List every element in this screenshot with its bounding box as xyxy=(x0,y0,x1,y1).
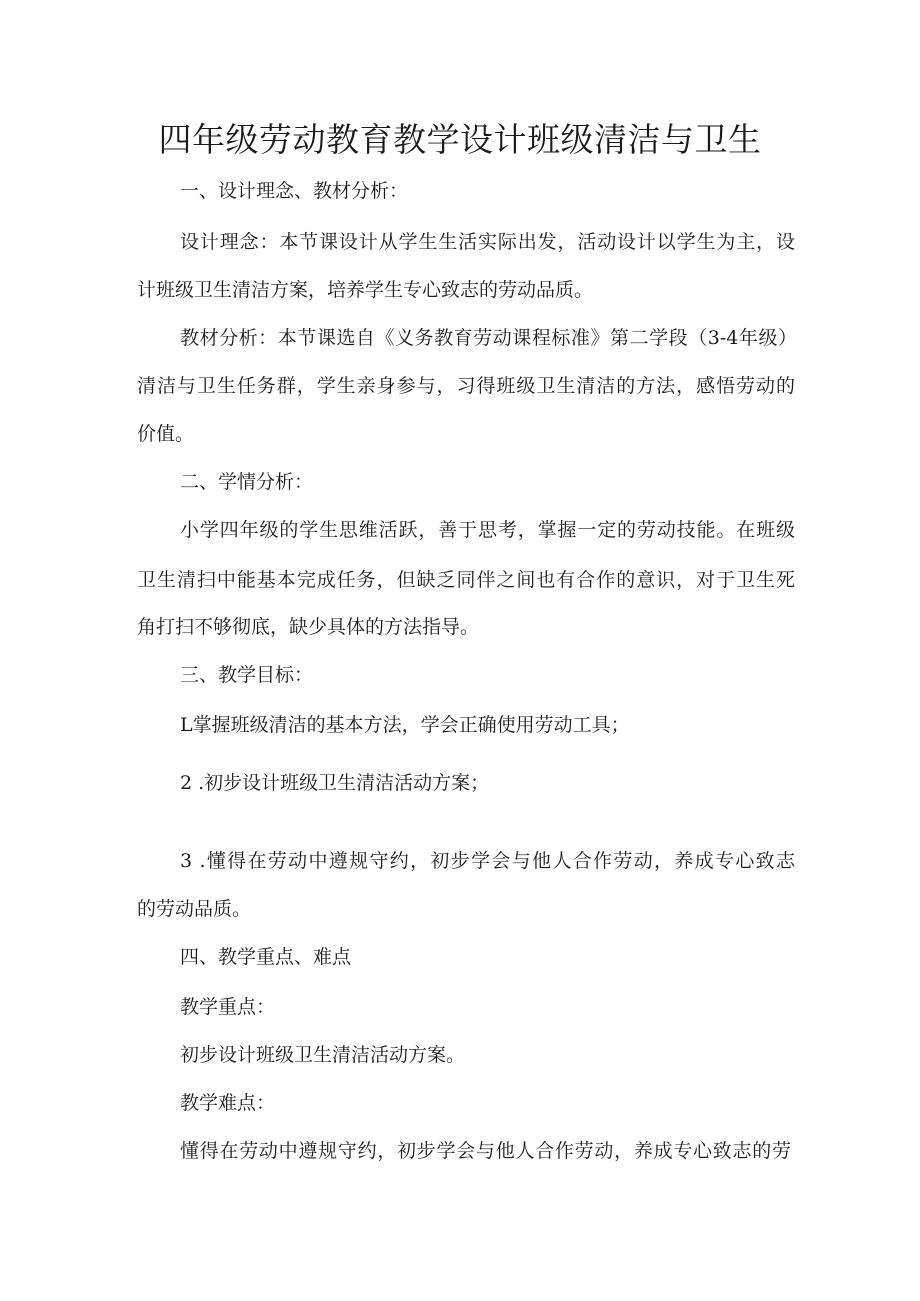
paragraph-material-line-1: 教材分析：本节课选自《义务教育劳动课程标准》第二学段（3-4年级） xyxy=(180,327,797,349)
goal-item-1: L掌握班级清洁的基本方法，学会正确使用劳动工具； xyxy=(180,714,630,736)
section-heading-3: 三、教学目标： xyxy=(180,664,314,686)
paragraph-learner-line-1: 小学四年级的学生思维活跃，善于思考，掌握一定的劳动技能。在班级 xyxy=(180,519,795,541)
paragraph-material-line-2: 清洁与卫生任务群，学生亲身参与，习得班级卫生清洁的方法，感悟劳动的 xyxy=(137,375,795,397)
paragraph-material-line-3: 价值。 xyxy=(137,423,195,445)
paragraph-design-concept-line-1: 设计理念：本节课设计从学生生活实际出发，活动设计以学生为主，设 xyxy=(180,231,795,253)
paragraph-learner-line-3: 角打扫不够彻底，缺少具体的方法指导。 xyxy=(137,616,480,638)
key-point-text: 初步设计班级卫生清洁活动方案。 xyxy=(180,1044,466,1066)
document-title: 四年级劳动教育教学设计班级清洁与卫生 xyxy=(158,120,762,159)
key-point-heading: 教学重点： xyxy=(180,996,276,1018)
paragraph-learner-line-2: 卫生清扫中能基本完成任务，但缺乏同伴之间也有合作的意识，对于卫生死 xyxy=(137,569,795,591)
paragraph-design-concept-line-2: 计班级卫生清洁方案，培养学生专心致志的劳动品质。 xyxy=(137,279,594,301)
goal-item-2: 2 .初步设计班级卫生清洁活动方案； xyxy=(180,772,490,794)
goal-item-3-line-2: 的劳动品质。 xyxy=(137,898,252,920)
difficulty-text: 懂得在劳动中遵规守约，初步学会与他人合作劳动，养成专心致志的劳 xyxy=(180,1140,791,1162)
section-heading-1: 一、设计理念、教材分析： xyxy=(180,180,409,202)
section-heading-2: 二、学情分析： xyxy=(180,471,314,493)
goal-item-3-line-1: 3 .懂得在劳动中遵规守约，初步学会与他人合作劳动，养成专心致志 xyxy=(180,850,795,872)
difficulty-heading: 教学难点： xyxy=(180,1092,276,1114)
section-heading-4: 四、教学重点、难点 xyxy=(180,946,352,968)
